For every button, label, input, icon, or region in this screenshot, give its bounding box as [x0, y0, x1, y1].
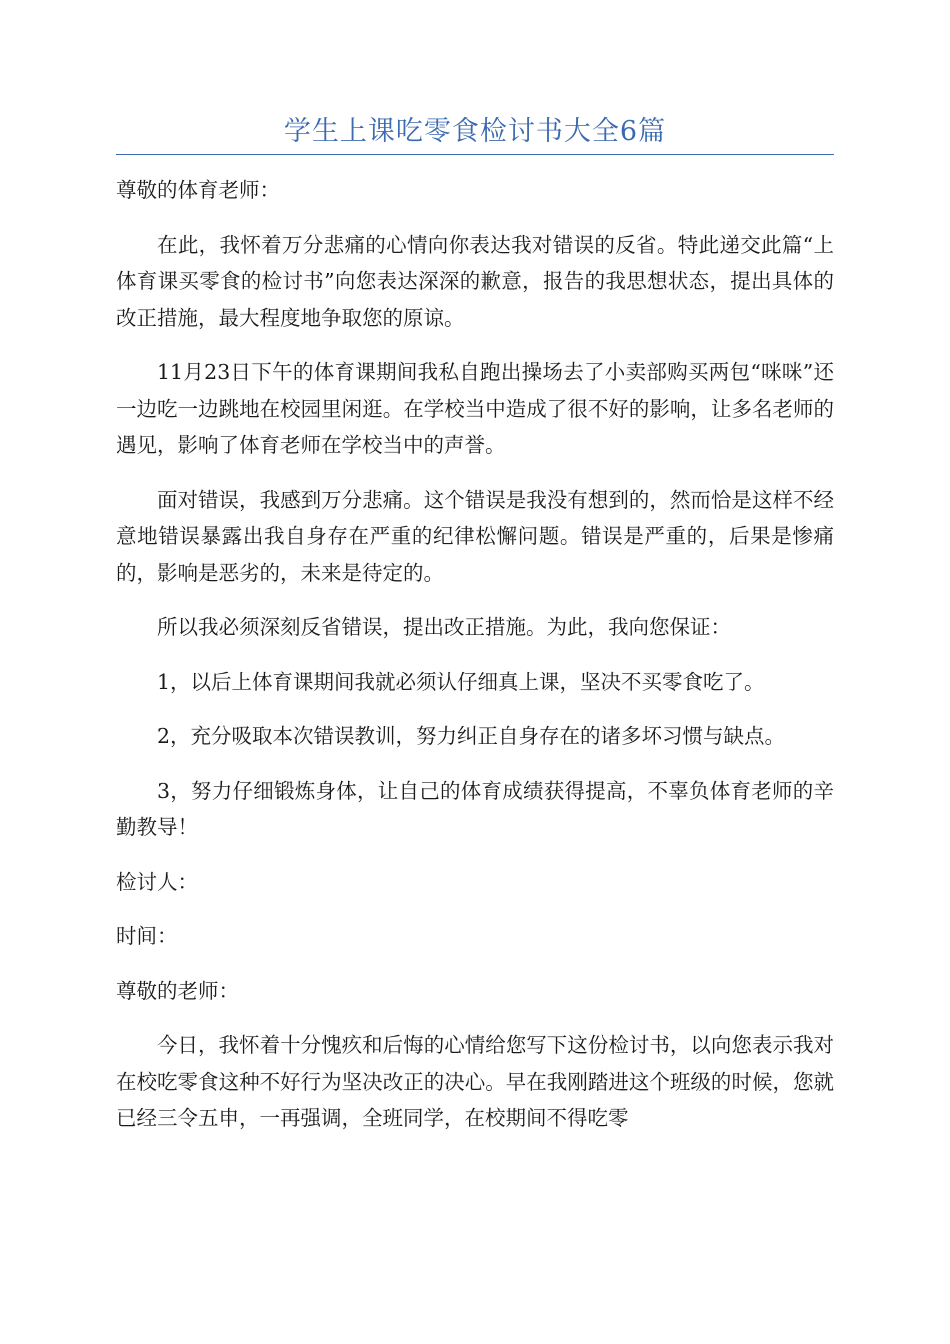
- document-title: 学生上课吃零食检讨书大全6篇: [283, 116, 667, 147]
- paragraph: 面对错误，我感到万分悲痛。这个错误是我没有想到的，然而恰是这样不经意地错误暴露出我自身存在严重的纪律松懈问题。错误是严重的，后果是惨痛的，影响是恶劣的，未来是待定的。: [116, 487, 834, 585]
- date-label: 时间：: [116, 924, 178, 948]
- list-item: 1，以后上体育课期间我就必须认仔细真上课，坚决不买零食吃了。: [157, 669, 765, 694]
- paragraph: 今日，我怀着十分愧疚和后悔的心情给您写下这份检讨书，以向您表示我对在校吃零食这种不好行为坚决改正的决心。早在我刚踏进这个班级的时候，您就已经三令五申，一再强调，全班同学，在校期间不得吃零: [116, 1033, 834, 1130]
- salutation-teacher: 尊敬的老师：: [116, 978, 239, 1003]
- signature-label: 检讨人：: [116, 869, 198, 894]
- list-item: 2，充分吸取本次错误教训，努力纠正自身存在的诸多坏习惯与缺点。: [157, 724, 786, 748]
- salutation-pe-teacher: 尊敬的体育老师：: [116, 178, 280, 202]
- paragraph: 所以我必须深刻反省错误，提出改正措施。为此，我向您保证：: [157, 615, 731, 639]
- document-body: [116, 150, 834, 1137]
- paragraph: 在此，我怀着万分悲痛的心情向你表达我对错误的反省。特此递交此篇“上体育课买零食的检讨书”向您表达深深的歉意，报告的我思想状态，提出具体的改正措施，最大程度地争取您的原谅。: [116, 232, 834, 330]
- paragraph: 11月23日下午的体育课期间我私自跑出操场去了小卖部购买两包“咪咪”还一边吃一边跳地在校园里闲逛。在学校当中造成了很不好的影响，让多名老师的遇见，影响了体育老师在学校当中的声誉。: [116, 360, 834, 457]
- list-item: 3，努力仔细锻炼身体，让自己的体育成绩获得提高，不辜负体育老师的辛勤教导！: [116, 778, 834, 839]
